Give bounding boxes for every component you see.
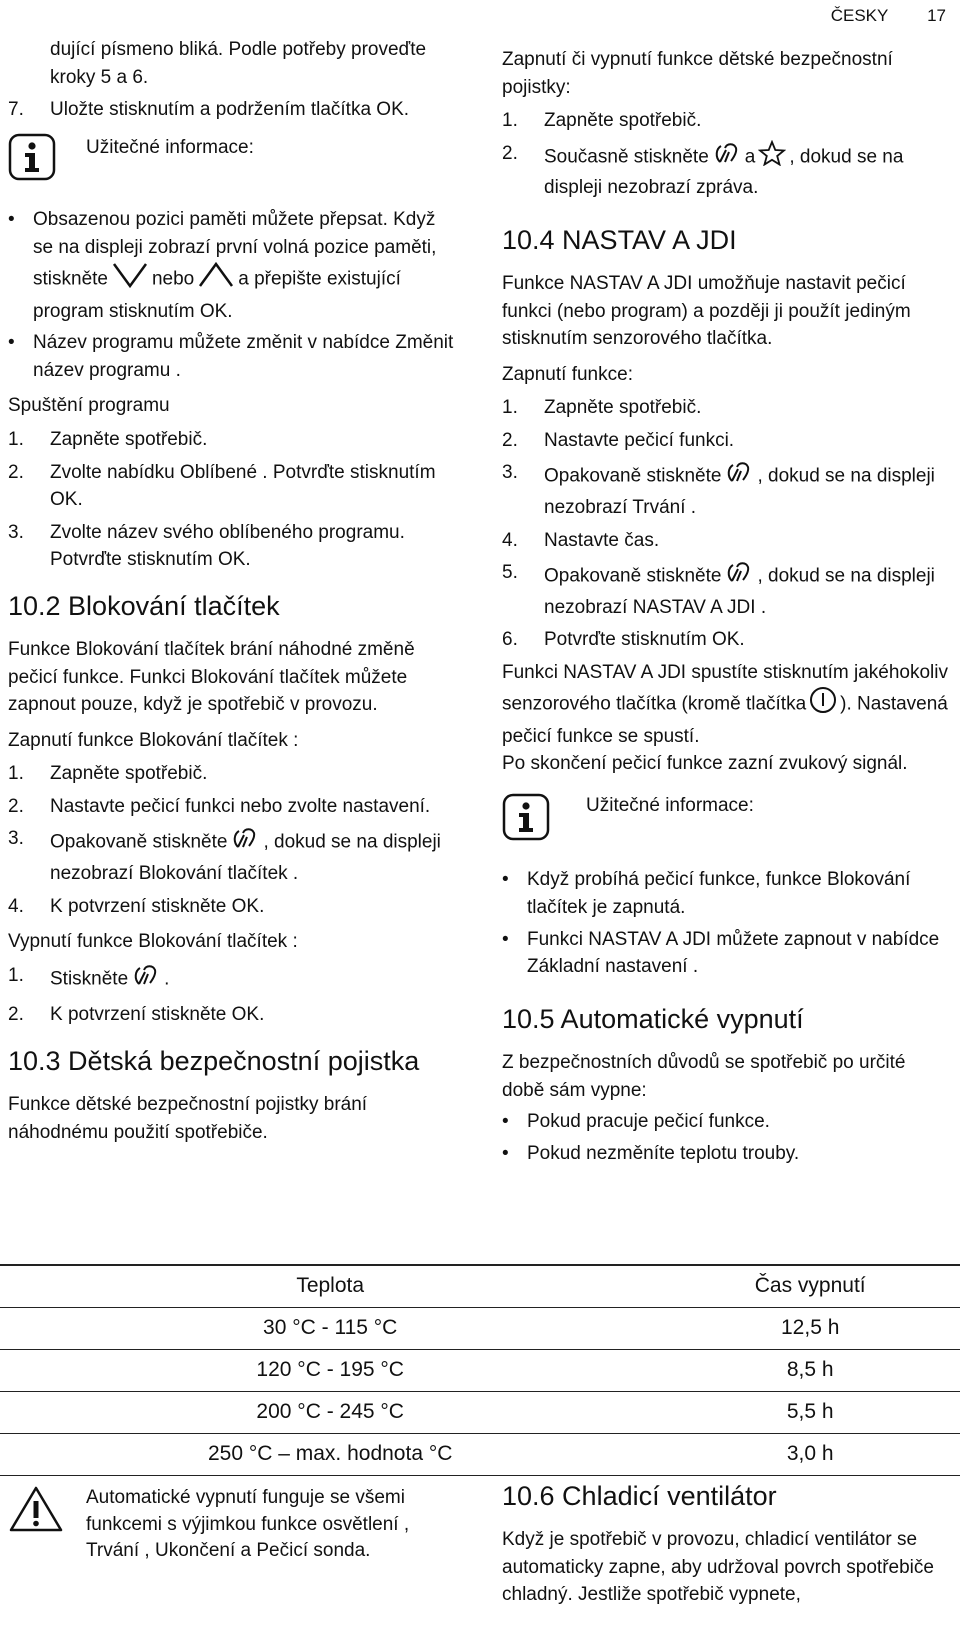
fingertip-icon [131, 962, 161, 997]
section-10-2-title: 10.2 Blokování tlačítek [8, 590, 280, 621]
right-column [502, 46, 950, 1171]
list-item: • Pokud pracuje pečicí funkce. [502, 1111, 770, 1133]
warning-note [8, 1485, 460, 1565]
continued-steps [8, 36, 460, 124]
list-item: 3. Opakovaně stiskněte , dokud se na displeji nezobrazí Blokování tlačítek . [8, 825, 460, 887]
table-row: 200 °C - 245 °C 5,5 h [0, 1392, 960, 1434]
section-10-5-intro: Z bezpečnostních důvodů se spotřebič po určité době sám vypne: [502, 1052, 906, 1101]
list-item: • Obsazenou pozici paměti můžete přepsat. Když se na displeji zobrazí první volná pozice paměti, stiskněte nebo a přepište existující program stisknutím OK. [8, 209, 437, 322]
table-row: 120 °C - 195 °C 8,5 h [0, 1350, 960, 1392]
section-10-6 [502, 1480, 950, 1609]
info-bullets [8, 206, 460, 384]
child-lock-title: Zapnutí či vypnutí funkce dětské bezpečnostní pojistky: [502, 49, 893, 98]
list-item: • Funkci NASTAV A JDI můžete zapnout v nabídce Základní nastavení . [502, 928, 940, 978]
warning-icon [8, 1485, 86, 1565]
list-item: 6. Potvrďte stisknutím OK. [502, 629, 745, 651]
chevron-down-icon [111, 261, 149, 298]
set-and-go-on-title: Zapnutí funkce: [502, 363, 633, 385]
auto-off-table [0, 1264, 960, 1476]
column-header: Čas vypnutí [754, 1274, 866, 1298]
left-column [8, 36, 460, 1146]
fingertip-icon [712, 140, 742, 175]
key-lock-on-title: Zapnutí funkce Blokování tlačítek : [8, 729, 299, 751]
key-lock-on-steps [8, 760, 460, 920]
list-item: 2. Nastavte pečicí funkci. [502, 429, 735, 451]
list-item: 2. K potvrzení stiskněte OK. [8, 1004, 265, 1026]
section-10-5-title: 10.5 Automatické vypnutí [502, 1003, 804, 1034]
table-row: 30 °C - 115 °C 12,5 h [0, 1308, 960, 1350]
info-icon [8, 132, 72, 191]
note-title: Užitečné informace: [86, 136, 254, 158]
fingertip-icon [230, 825, 260, 860]
section-10-4-intro: Funkce NASTAV A JDI umožňuje nastavit pečicí funkci (nebo program) a později ji použít jediným stisknutím senzorového tlačítka. [502, 273, 911, 350]
auto-off-bullets [502, 1108, 950, 1167]
language-label: ČESKY [830, 6, 889, 25]
table-row: 250 °C – max. hodnota °C 3,0 h [0, 1434, 960, 1476]
section-10-2-intro: Funkce Blokování tlačítek brání náhodné změně pečicí funkce. Funkci Blokování tlačítek můžete zapnout pouze, když je spotřebič v provozu. [8, 639, 415, 716]
list-item: 4. K potvrzení stiskněte OK. [8, 895, 265, 917]
list-item: 1. Zapněte spotřebič. [502, 397, 702, 419]
section-10-3-intro: Funkce dětské bezpečnostní pojistky brání náhodnému použití spotřebiče. [8, 1094, 368, 1143]
set-and-go-steps [502, 394, 950, 653]
list-item: 1. Zapněte spotřebič. [8, 429, 208, 451]
list-item: 1. Zapněte spotřebič. [8, 763, 208, 785]
fingertip-icon [724, 459, 754, 494]
note-title: Užitečné informace: [586, 794, 754, 816]
start-program-title: Spuštění programu [8, 395, 170, 417]
list-item: 1. Stiskněte . [8, 962, 460, 997]
set-and-go-run-text: Funkci NASTAV A JDI spustíte stisknutím jakéhokoliv senzorového tlačítka (kromě tlačítka ). Nastavená pečicí funkce se spustí. [502, 661, 948, 747]
fingertip-icon [724, 559, 754, 594]
info-icon [502, 792, 566, 851]
star-icon [758, 140, 786, 175]
list-item: • Když probíhá pečicí funkce, funkce Blokování tlačítek je zapnutá. [502, 869, 911, 918]
info-note [8, 132, 460, 191]
section-10-3-title: 10.3 Dětská bezpečnostní pojistka [8, 1045, 420, 1076]
page-number: 17 [927, 6, 946, 25]
list-item: 5. Opakovaně stiskněte , dokud se na displeji nezobrazí NASTAV A JDI . [502, 559, 950, 621]
list-item: dující písmeno bliká. Podle potřeby proveďte kroky 5 a 6. [50, 39, 427, 88]
chevron-up-icon [197, 261, 235, 298]
set-and-go-bullets [502, 866, 950, 980]
list-item: 2. Zvolte nabídku Oblíbené . Potvrďte stisknutím OK. [8, 461, 436, 511]
start-program-steps [8, 426, 460, 574]
key-lock-off-title: Vypnutí funkce Blokování tlačítek : [8, 931, 298, 953]
list-item: 3. Opakovaně stiskněte , dokud se na displeji nezobrazí Trvání . [502, 459, 950, 521]
section-10-6-title: 10.6 Chladicí ventilátor [502, 1481, 777, 1511]
column-header: Teplota [296, 1274, 365, 1298]
list-item: • Pokud nezměníte teplotu trouby. [502, 1142, 800, 1164]
list-item: 2. Současně stiskněte a , dokud se na displeji nezobrazí zpráva. [502, 140, 950, 202]
list-item: 2. Nastavte pečicí funkci nebo zvolte nastavení. [8, 795, 431, 817]
table-header-row [0, 1265, 960, 1308]
set-and-go-end-text: Po skončení pečicí funkce zazní zvukový signál. [502, 753, 908, 775]
list-item: 7. Uložte stisknutím a podržením tlačítka OK. [8, 99, 410, 121]
list-item: • Název programu můžete změnit v nabídce Změnit název programu . [8, 332, 454, 381]
list-item: 1. Zapněte spotřebič. [502, 110, 702, 132]
child-lock-steps [502, 107, 950, 202]
page-header [831, 4, 946, 29]
warning-text: Automatické vypnutí funguje se všemi funkcemi s výjimkou funkce osvětlení , Trvání , Ukončení a Pečicí sonda. [86, 1487, 410, 1562]
list-item: 4. Nastavte čas. [502, 529, 660, 551]
list-item: 3. Zvolte název svého oblíbeného programu. Potvrďte stisknutím OK. [8, 521, 405, 571]
section-10-6-intro: Když je spotřebič v provozu, chladicí ventilátor se automaticky zapne, aby udržoval povrch spotřebiče chladný. Jestliže spotřebič vypnete, [502, 1529, 934, 1606]
key-lock-off-steps [8, 962, 460, 1029]
section-10-4-title: 10.4 NASTAV A JDI [502, 224, 737, 255]
info-note [502, 792, 950, 851]
power-icon [809, 686, 837, 723]
